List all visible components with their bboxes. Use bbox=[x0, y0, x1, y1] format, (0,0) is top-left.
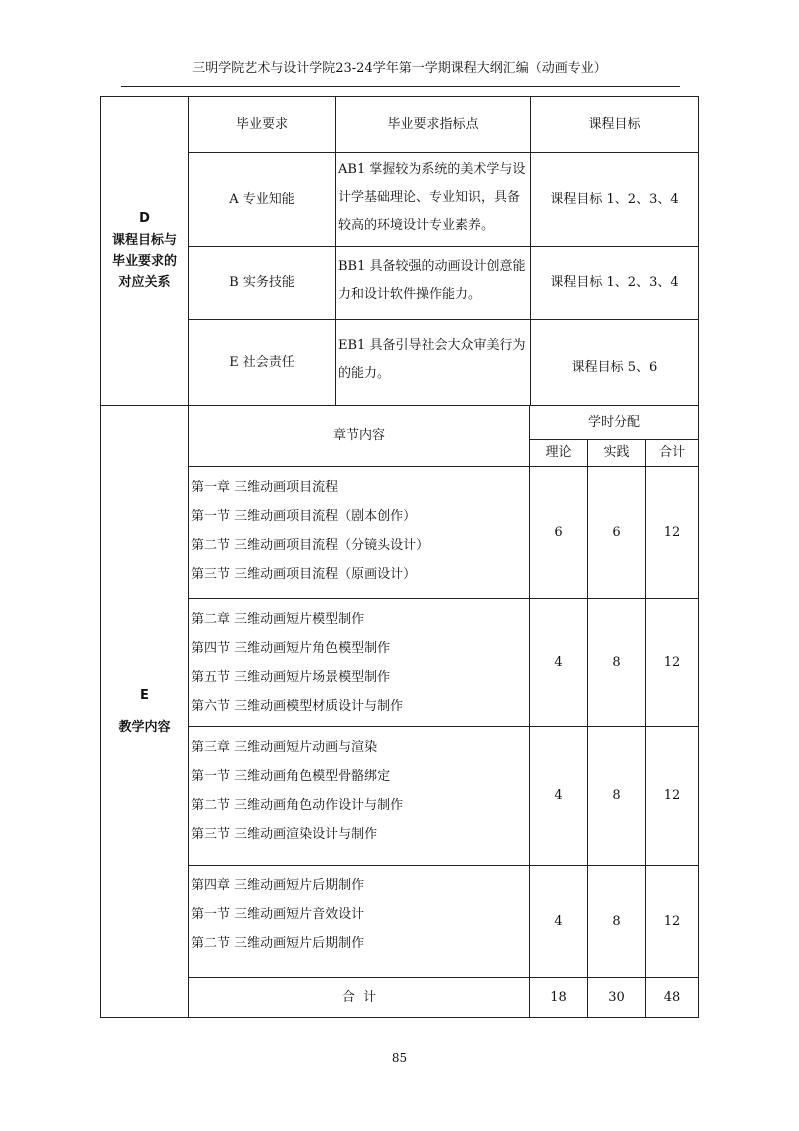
sum-label: 合 计 bbox=[188, 977, 529, 1017]
chapter-4-line-3: 第二节 三维动画短片后期制作 bbox=[191, 936, 365, 951]
chapter-4-total: 12 bbox=[645, 865, 698, 977]
chapter-2-line-4: 第六节 三维动画模型材质设计与制作 bbox=[191, 699, 404, 714]
goal-a: 课程目标 1、2、3、4 bbox=[530, 152, 698, 246]
chapter-3-line-3: 第二节 三维动画角色动作设计与制作 bbox=[191, 798, 404, 813]
chapter-3-content bbox=[188, 726, 529, 865]
requirement-e: E 社会责任 bbox=[188, 319, 335, 405]
goal-e: 课程目标 5、6 bbox=[530, 319, 698, 405]
chapter-1-line-3: 第二节 三维动画项目流程（分镜头设计） bbox=[191, 538, 430, 553]
chapter-4-practice: 8 bbox=[587, 865, 645, 977]
chapter-1-total: 12 bbox=[645, 466, 698, 598]
chapter-1-theory: 6 bbox=[529, 466, 587, 598]
section-d-line-1: 课程目标与 bbox=[111, 232, 177, 248]
indicator-bb1: BB1 具备较强的动画设计创意能力和设计软件操作能力。 bbox=[335, 246, 530, 319]
subheader-total: 合计 bbox=[645, 439, 698, 466]
requirement-b: B 实务技能 bbox=[188, 246, 335, 319]
col-header-requirement: 毕业要求 bbox=[188, 97, 335, 152]
header-rule bbox=[121, 86, 680, 87]
chapter-3-line-1: 第三章 三维动画短片动画与渲染 bbox=[191, 740, 378, 755]
chapter-1-practice: 6 bbox=[587, 466, 645, 598]
section-d-letter: D bbox=[139, 211, 150, 227]
chapter-3-practice: 8 bbox=[587, 726, 645, 865]
chapter-1-line-4: 第三节 三维动画项目流程（原画设计） bbox=[191, 567, 417, 582]
chapter-3-line-4: 第三节 三维动画渲染设计与制作 bbox=[191, 827, 378, 842]
chapter-4-content bbox=[188, 865, 529, 977]
chapter-2-line-3: 第五节 三维动画短片场景模型制作 bbox=[191, 670, 391, 685]
chapter-3-line-2: 第一节 三维动画角色模型骨骼绑定 bbox=[191, 769, 391, 784]
chapter-1-line-2: 第一节 三维动画项目流程（剧本创作） bbox=[191, 509, 417, 524]
sum-total: 48 bbox=[645, 977, 698, 1017]
chapter-2-theory: 4 bbox=[529, 598, 587, 726]
section-e-letter: E bbox=[140, 688, 149, 704]
hours-header: 学时分配 bbox=[529, 405, 698, 439]
page-number: 85 bbox=[391, 1051, 408, 1065]
page-header: 三明学院艺术与设计学院23-24学年第一学期课程大纲汇编（动画专业） bbox=[192, 61, 607, 76]
chapter-1-content bbox=[188, 466, 529, 598]
section-e-label bbox=[101, 405, 188, 1017]
chapter-2-line-1: 第二章 三维动画短片模型制作 bbox=[191, 612, 365, 627]
subheader-practice: 实践 bbox=[587, 439, 645, 466]
col-header-indicator: 毕业要求指标点 bbox=[335, 97, 530, 152]
subheader-theory: 理论 bbox=[529, 439, 587, 466]
requirement-a: A 专业知能 bbox=[188, 152, 335, 246]
sum-practice: 30 bbox=[587, 977, 645, 1017]
section-d-line-2: 毕业要求的 bbox=[111, 254, 177, 269]
col-header-goal: 课程目标 bbox=[530, 97, 698, 152]
goal-b: 课程目标 1、2、3、4 bbox=[530, 246, 698, 319]
section-d-label bbox=[101, 97, 188, 405]
chapter-4-theory: 4 bbox=[529, 865, 587, 977]
sum-theory: 18 bbox=[529, 977, 587, 1017]
chapter-4-line-1: 第四章 三维动画短片后期制作 bbox=[191, 878, 365, 893]
chapter-content-header: 章节内容 bbox=[188, 405, 529, 466]
indicator-eb1: EB1 具备引导社会大众审美行为的能力。 bbox=[335, 319, 530, 405]
section-d-line-3: 对应关系 bbox=[118, 275, 171, 291]
section-e-text: 教学内容 bbox=[118, 719, 171, 735]
chapter-2-line-2: 第四节 三维动画短片角色模型制作 bbox=[191, 641, 391, 656]
indicator-ab1: AB1 掌握较为系统的美术学与设计学基础理论、专业知识，具备较高的环境设计专业素养。 bbox=[335, 152, 530, 246]
chapter-3-theory: 4 bbox=[529, 726, 587, 865]
chapter-4-line-2: 第一节 三维动画短片音效设计 bbox=[191, 907, 365, 922]
chapter-1-line-1: 第一章 三维动画项目流程 bbox=[191, 480, 339, 495]
chapter-2-content bbox=[188, 598, 529, 726]
chapter-2-total: 12 bbox=[645, 598, 698, 726]
chapter-3-total: 12 bbox=[645, 726, 698, 865]
chapter-2-practice: 8 bbox=[587, 598, 645, 726]
